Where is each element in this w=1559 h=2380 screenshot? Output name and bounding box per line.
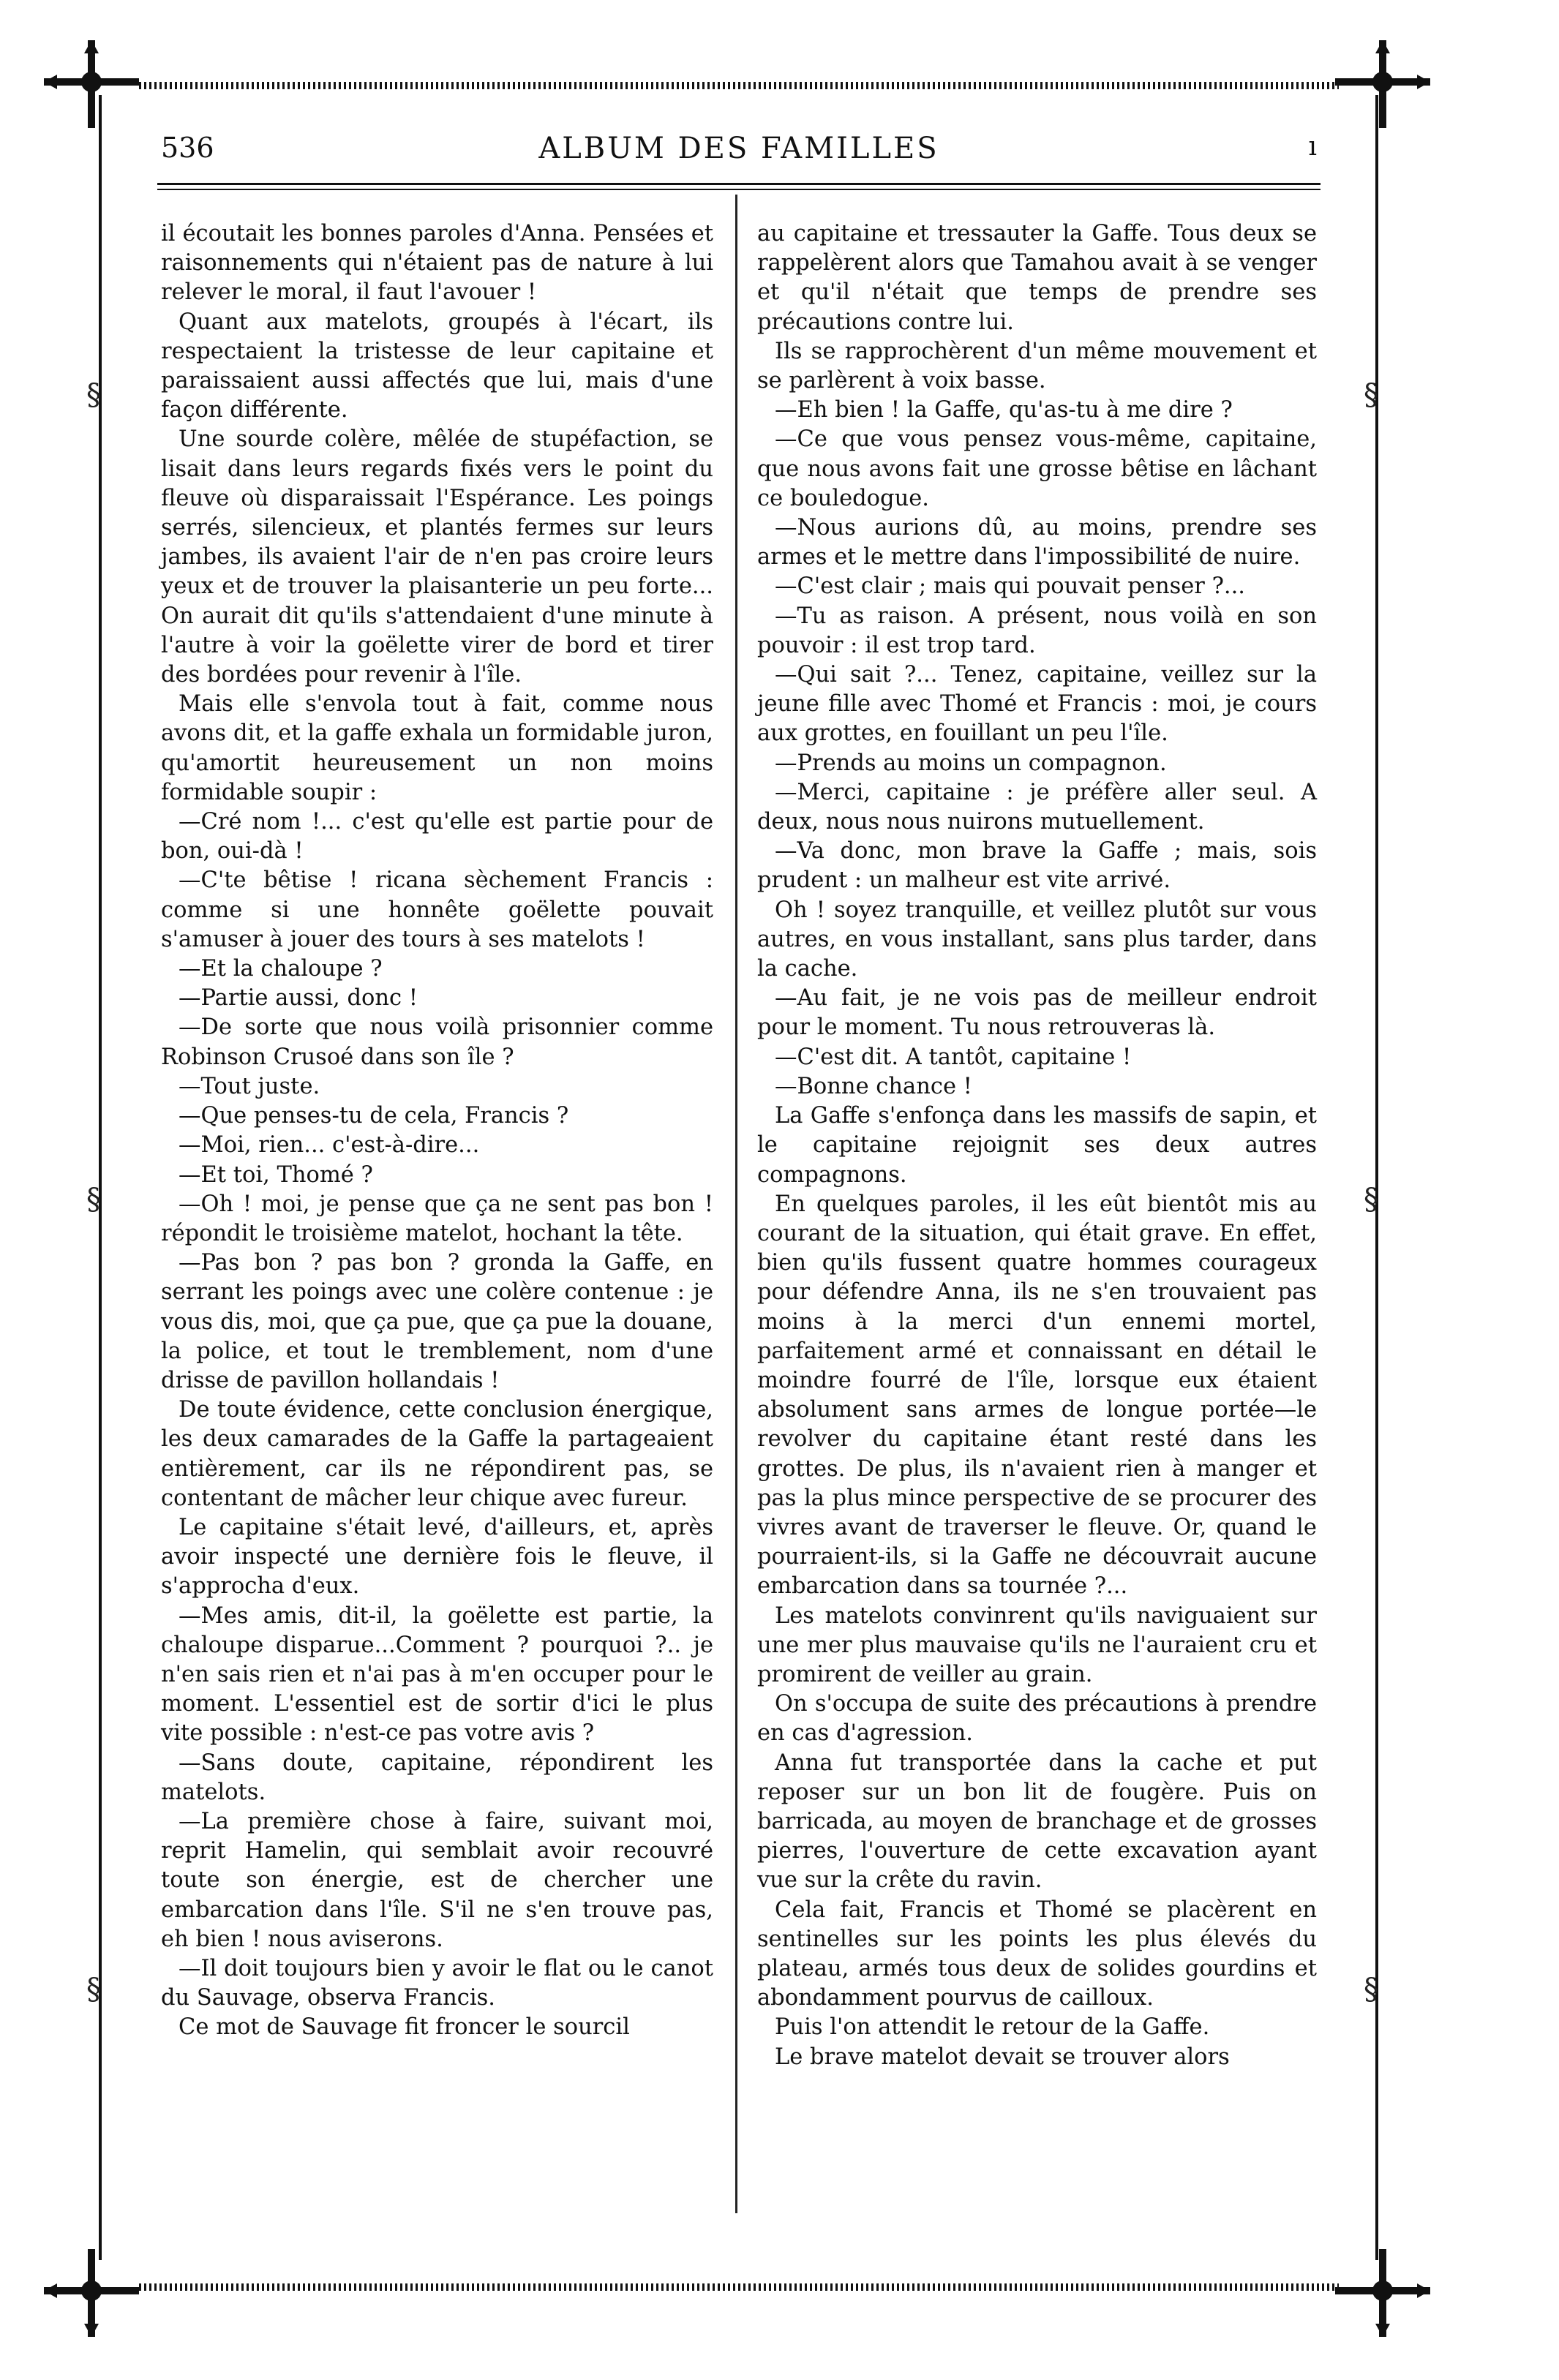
paragraph: Anna fut transportée dans la cache et put reposer sur un bon lit de fougère. Puis on barricada, au moyen de branchage et de grosses pierres, l'ouverture de cette excavation ayant vue sur la crête du ravin.	[757, 1750, 1317, 1894]
paragraph: On s'occupa de suite des précautions à prendre en cas d'agression.	[757, 1691, 1317, 1747]
paragraph: —Ce que vous pensez vous-même, capitaine, que nous avons fait une grosse bêtise en lâchant ce bouledogue.	[757, 426, 1317, 511]
paragraph: —Il doit toujours bien y avoir le flat ou le canot du Sauvage, observa Francis.	[161, 1955, 713, 2011]
paragraph: Le capitaine s'était levé, d'ailleurs, et, après avoir inspecté une dernière fois le fleuve, il s'approcha d'eux.	[161, 1514, 713, 1600]
paragraph: au capitaine et tressauter la Gaffe. Tous deux se rappelèrent alors que Tamahou avait à se venger et qu'il n'était que temps de prendre ses précautions contre lui.	[757, 221, 1317, 335]
paragraph: La Gaffe s'enfonça dans les massifs de sapin, et le capitaine rejoignit ses deux autres compagnons.	[757, 1103, 1317, 1188]
scroll-flourish-icon: §	[86, 1973, 101, 2006]
scroll-flourish-icon: §	[86, 1183, 101, 1216]
paragraph: Une sourde colère, mêlée de stupéfaction, se lisait dans leurs regards fixés vers le point du fleuve où disparaissait l'Espérance. Les poings serrés, silencieux, et plantés fermes sur leurs jambes, ils avaient l'air de n'en pas croire leurs yeux et de trouver la plaisanterie un peu forte... On aurait dit qu'ils s'attendaient d'une minute à l'autre à voir la goëlette virer de bord et tirer des bordées pour revenir à l'île.	[161, 426, 713, 688]
paragraph: —Prends au moins un compagnon.	[775, 750, 1167, 776]
paragraph: Le brave matelot devait se trouver alors	[775, 2044, 1230, 2070]
right-column	[757, 219, 1317, 2072]
paragraph: —Cré nom !... c'est qu'elle est partie pour de bon, oui-dà !	[161, 809, 713, 865]
paragraph: Mais elle s'envola tout à fait, comme nous avons dit, et la gaffe exhala un formidable juron, qu'amortit heureusement un non moins formidable soupir :	[161, 691, 713, 805]
column-divider	[735, 195, 737, 2213]
paragraph: —Partie aussi, donc !	[179, 985, 418, 1012]
paragraph: Ce mot de Sauvage fit froncer le sourcil	[179, 2014, 630, 2041]
paragraph: —La première chose à faire, suivant moi, reprit Hamelin, qui semblait avoir recouvré toute son énergie, est de chercher une embarcation dans l'île. S'il ne s'en trouve pas, eh bien ! nous aviserons.	[161, 1808, 713, 1952]
paragraph: —Que penses-tu de cela, Francis ?	[179, 1103, 569, 1129]
page-header	[161, 132, 1317, 173]
paragraph: Quant aux matelots, groupés à l'écart, ils respectaient la tristesse de leur capitaine et paraissaient aussi affectés que lui, mais d'une façon différente.	[161, 309, 713, 423]
scroll-flourish-icon: §	[1364, 378, 1378, 412]
fleur-cross-icon	[44, 2249, 139, 2337]
frame-bottom-border	[139, 2283, 1339, 2291]
paragraph: —De sorte que nous voilà prisonnier comme Robinson Crusoé dans son île ?	[161, 1014, 713, 1070]
paragraph: Puis l'on attendit le retour de la Gaffe.	[775, 2014, 1210, 2041]
scroll-flourish-icon: §	[86, 378, 101, 412]
paragraph: —Bonne chance !	[775, 1073, 972, 1099]
running-title: ALBUM DES FAMILLES	[538, 132, 939, 165]
paragraph: —Oh ! moi, je pense que ça ne sent pas bon ! répondit le troisième matelot, hochant la tête.	[161, 1191, 713, 1246]
header-mark: ı	[1308, 132, 1317, 162]
paragraph: —Tu as raison. A présent, nous voilà en son pouvoir : il est trop tard.	[757, 603, 1317, 658]
paragraph: —Moi, rien... c'est-à-dire...	[179, 1132, 480, 1159]
scroll-flourish-icon: §	[1364, 1183, 1378, 1216]
page-number: 536	[161, 132, 214, 164]
paragraph: —Qui sait ?... Tenez, capitaine, veillez sur la jeune fille avec Thomé et Francis : moi, je cours aux grottes, en fouillant un peu l'île.	[757, 662, 1317, 747]
header-rule-secondary	[157, 189, 1321, 190]
paragraph: Oh ! soyez tranquille, et veillez plutôt sur vous autres, en vous installant, sans plus tarder, dans la cache.	[757, 897, 1317, 982]
paragraph: —Et la chaloupe ?	[179, 956, 383, 982]
paragraph: —Sans doute, capitaine, répondirent les matelots.	[161, 1750, 713, 1805]
paragraph: —Nous aurions dû, au moins, prendre ses armes et le mettre dans l'impossibilité de nuire.	[757, 515, 1317, 570]
paragraph: —Va donc, mon brave la Gaffe ; mais, sois prudent : un malheur est vite arrivé.	[757, 838, 1317, 894]
fleur-cross-icon	[44, 40, 139, 128]
paragraph: —Mes amis, dit-il, la goëlette est partie, la chaloupe disparue...Comment ? pourquoi ?.. je n'en sais rien et n'ai pas à m'en occuper pour le moment. L'essentiel est de sortir d'ici le plus vite possible : n'est-ce pas votre avis ?	[161, 1603, 713, 1747]
paragraph: —Et toi, Thomé ?	[179, 1161, 373, 1188]
paragraph: Ils se rapprochèrent d'un même mouvement et se parlèrent à voix basse.	[757, 338, 1317, 394]
paragraph: Cela fait, Francis et Thomé se placèrent en sentinelles sur les points les plus élevés du plateau, armés tous deux de solides gourdins et abondamment pourvus de cailloux.	[757, 1897, 1317, 2011]
paragraph: Les matelots convinrent qu'ils naviguaient sur une mer plus mauvaise qu'ils ne l'auraient cru et promirent de veiller au grain.	[757, 1603, 1317, 1687]
paragraph: —C'est dit. A tantôt, capitaine !	[775, 1044, 1132, 1070]
paragraph: —Merci, capitaine : je préfère aller seul. A deux, nous nous nuirons mutuellement.	[757, 779, 1317, 835]
fleur-cross-icon	[1335, 2249, 1430, 2337]
frame-top-border	[139, 82, 1339, 89]
header-rule	[157, 183, 1321, 185]
fleur-cross-icon	[1335, 40, 1430, 128]
frame-right-border	[1375, 95, 1378, 2260]
paragraph: —C'te bêtise ! ricana sèchement Francis : comme si une honnête goëlette pouvait s'amuser à jouer des tours à ses matelots !	[161, 867, 713, 952]
scroll-flourish-icon: §	[1364, 1973, 1378, 2006]
paragraph: En quelques paroles, il les eût bientôt mis au courant de la situation, qui était grave. En effet, bien qu'ils fussent quatre hommes courageux pour défendre Anna, ils ne s'en trouvaient pas moins à la merci d'un ennemi mortel, parfaitement armé et connaissant en détail le moindre fourré de l'île, lorsque eux étaient absolument sans armes de longue portée—le revolver du capitaine étant resté dans les grottes. De plus, ils n'avaient rien à manger et pas la plus mince perspective de se procurer des vivres avant de traverser le fleuve. Or, quand le pourraient-ils, si la Gaffe ne découvrait aucune embarcation dans sa tournée ?...	[757, 1191, 1317, 1600]
paragraph: —Eh bien ! la Gaffe, qu'as-tu à me dire ?	[775, 397, 1233, 423]
frame-left-border	[99, 95, 102, 2260]
paragraph: —Tout juste.	[179, 1073, 320, 1099]
paragraph: —C'est clair ; mais qui pouvait penser ?...	[775, 573, 1246, 600]
paragraph: —Pas bon ? pas bon ? gronda la Gaffe, en serrant les poings avec une colère contenue : je vous dis, moi, que ça pue, que ça pue la douane, la police, et tout le tremblement, nom d'une drisse de pavillon hollandais !	[161, 1250, 713, 1393]
paragraph: il écoutait les bonnes paroles d'Anna. Pensées et raisonnements qui n'étaient pas de nature à lui relever le moral, il faut l'avouer !	[161, 221, 713, 306]
paragraph: —Au fait, je ne vois pas de meilleur endroit pour le moment. Tu nous retrouveras là.	[757, 985, 1317, 1041]
left-column	[161, 219, 713, 2043]
paragraph: De toute évidence, cette conclusion énergique, les deux camarades de la Gaffe la partageaient entièrement, car ils ne répondirent pas, se contentant de mâcher leur chique avec fureur.	[161, 1397, 713, 1511]
